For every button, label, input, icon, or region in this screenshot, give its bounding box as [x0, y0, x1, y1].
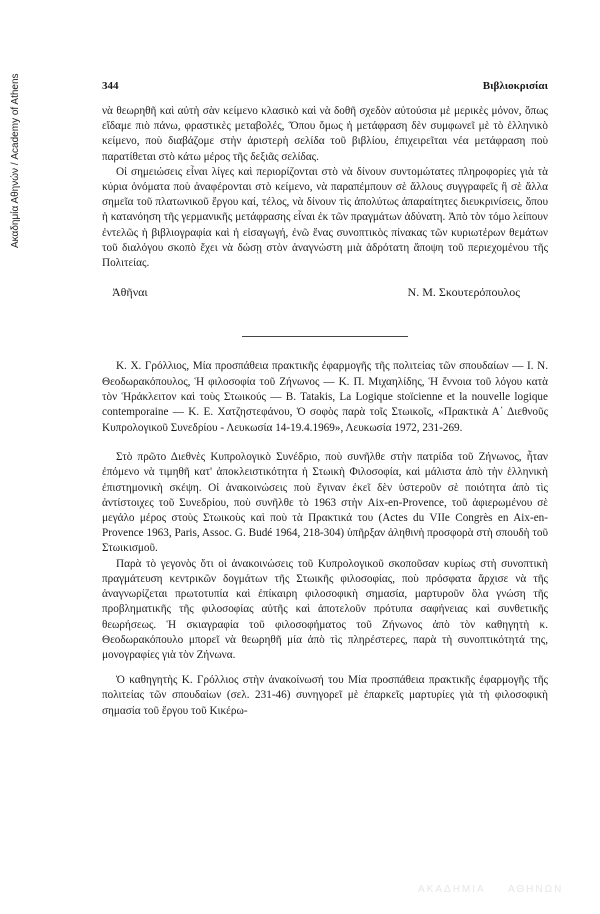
side-caption	[8, 0, 24, 260]
page-header	[102, 80, 548, 92]
watermark-right: ΑΘΗΝΩΝ	[507, 884, 564, 895]
paragraph: Στὸ πρῶτο Διεθνὲς Κυπρολογικὸ Συνέδριο, ποὺ συνῆλθε στὴν πατρίδα τοῦ Ζήνωνος, ἦταν ἐπόμενο νὰ τιμηθῆ κατ' ἀποκλειστικότητα ἡ Στωικὴ Φιλοσοφία, καὶ μάλιστα ἀπὸ τὴν ἑλληνικὴ ἐπιστημονικὴ σκέψη. Οἱ ἀνακοινώσεις ποὺ ἔγιναν ἐκεῖ δὲν ὑστεροῦν σὲ ποιότητα ἀπὸ τὶς ἀντίστοιχες τοῦ Συνεδρίου, ποὺ συνῆλθε τὸ 1963 στὴν Aix-en-Provence, τοῦ ἀφιερωμένου σὲ μεγάλο μέρος στοὺς Στωικοὺς καὶ ποὺ τὰ Πρακτικά του (Actes du VIIe Congrès en Aix-en-Provence 1963, Paris, Assoc. G. Budé 1964, 218-304) ὑπῆρξαν ἀληθινὴ προσφορὰ στὴ σπουδὴ τοῦ Στωικισμοῦ.	[102, 451, 548, 555]
page-number: 344	[102, 80, 119, 92]
signature-author: Ν. Μ. Σκουτερόπουλος	[407, 285, 520, 300]
bibliographic-entry	[102, 359, 548, 436]
watermark-left: ΑΚΑΔΗΜΙΑ	[418, 884, 486, 895]
paragraph: νὰ θεωρηθῆ καὶ αὐτὴ σὰν κείμενο κλασικὸ καὶ νὰ δοθῆ σχεδὸν αὐτούσια μὲ μερικὲς μόνον, ὅπως εἴδαμε πιὸ πάνω, φραστικὲς μεταβολές, Ὅπου ὅμως ἡ μετάφραση δὲν συμφωνεῖ μὲ τὸ ἑλληνικὸ κείμενο, ποὺ διαβάζομε στὴν ἀριστερὴ σελίδα τοῦ βιβλίου, ἐπιχειρεῖται νέα μετάφραση ποὺ παρατίθεται στὸ κάτω μέρος τῆς δεξιᾶς σελίδας.	[102, 105, 548, 163]
paragraph: Ὁ καθηγητὴς Κ. Γρόλλιος στὴν ἀνακοίνωσή του Μία προσπάθεια πρακτικῆς ἐφαρμογῆς τῆς πολιτείας τῶν σπουδαίων (σελ. 231-46) συνηγορεῖ μὲ ἐπαρκεῖς μαρτυρίες γιὰ τὴ φιλοσοφικὴ σημασία τοῦ ἔργου τοῦ Κικέρω-	[102, 674, 548, 717]
document-page	[102, 80, 548, 719]
signature	[112, 285, 548, 300]
paragraph: Οἱ σημειώσεις εἶναι λίγες καὶ περιορίζονται στὸ νὰ δίνουν συντομώτατες πληροφορίες γιὰ τὰ κύρια ὀνόματα ποὺ ἀναφέρονται στὸ κείμενο, νὰ παραπέμπουν σὲ ἄλλους συγγραφεῖς ἢ σὲ ἄλλα σημεῖα τοῦ πλατωνικοῦ ἔργου καί, τέλος, νὰ δίνουν τὶς ἀπολύτως ἀπαραίτητες διευκρινίσεις, ὅπου ἡ κατανόηση τῆς γερμανικῆς μετάφρασης εἶναι ἐκ τῶν πραγμάτων ἀδύνατη. Ἀπὸ τὸν τόμο λείπουν ἐντελῶς ἡ βιβλιογραφία καὶ ἡ εἰσαγωγή, ἐνῶ ἕνας συνοπτικὸς πίνακας τῶν κυριωτέρων θεμάτων τοῦ διαλόγου σκοπὸ ἔχει νὰ δώσῃ στὸν ἀναγνώστη μιὰ ἀδρότατη ἄποψη τοῦ περιεχομένου τῆς Πολιτείας.	[102, 165, 548, 270]
paragraph: Παρὰ τὸ γεγονὸς ὅτι οἱ ἀνακοινώσεις τοῦ Κυπρολογικοῦ σκοποῦσαν κυρίως στὴ συνοπτικὴ πραγμάτευση κεντρικῶν δογμάτων τῆς Στωικῆς φιλοσοφίας, ποὺ πρόσφατα ἄρχισε νὰ τῆς ἀναγνωρίζεται πρωτοτυπία καὶ ἐπίκαιρη φιλοσοφικὴ σημασία, μαρτυροῦν ὅλα γνώση τῆς προβληματικῆς τῆς φιλοσοφίας αὐτῆς καὶ ἀποτελοῦν πρότυπα σαφήνειας καὶ συνθετικῆς θεωρήσεως. Ἡ σκιαγραφία τοῦ φιλοσοφήματος τοῦ Ζήνωνος ἀπὸ τὸν καθηγητὴ κ. Θεοδωρακόπουλο μπορεῖ νὰ θεωρηθῆ μία ἀπὸ τὶς πληρέστερες, παρὰ τὴ συνοπτικότητά της, μονογραφίες γιὰ τὸν Ζήνωνα.	[102, 557, 548, 661]
running-head: Βιβλιοκρισίαι	[482, 80, 548, 92]
bibliography-text: Κ. Χ. Γρόλλιος, Μία προσπάθεια πρακτικῆς ἐφαρμογῆς τῆς πολιτείας τῶν σπουδαίων — Ι. Ν. Θεοδωρακόπουλος, Ἡ φιλοσοφία τοῦ Ζήνωνος — Κ. Π. Μιχαηλίδης, Ἡ ἔννοια τοῦ λόγου κατὰ τὸν Ἡράκλειτον καὶ τοὺς Στωικούς — B. Tatakis, La Logique stoïcienne et la nouvelle logique contemporaine — Κ. Ε. Χατζηστεφάνου, Ὁ σοφὸς παρὰ τοῖς Στωικοῖς, «Πρακτικὰ Α΄ Διεθνοῦς Κυπρολογικοῦ Συνεδρίου - Λευκωσία 14-19.4.1969», Λευκωσία 1972, 231-269.	[102, 360, 548, 434]
side-caption-text: Ακαδημία Αθηνών / Academy of Athens	[10, 73, 21, 248]
signature-city: Ἀθῆναι	[112, 285, 148, 300]
section-divider	[242, 336, 408, 337]
watermark	[418, 884, 581, 895]
